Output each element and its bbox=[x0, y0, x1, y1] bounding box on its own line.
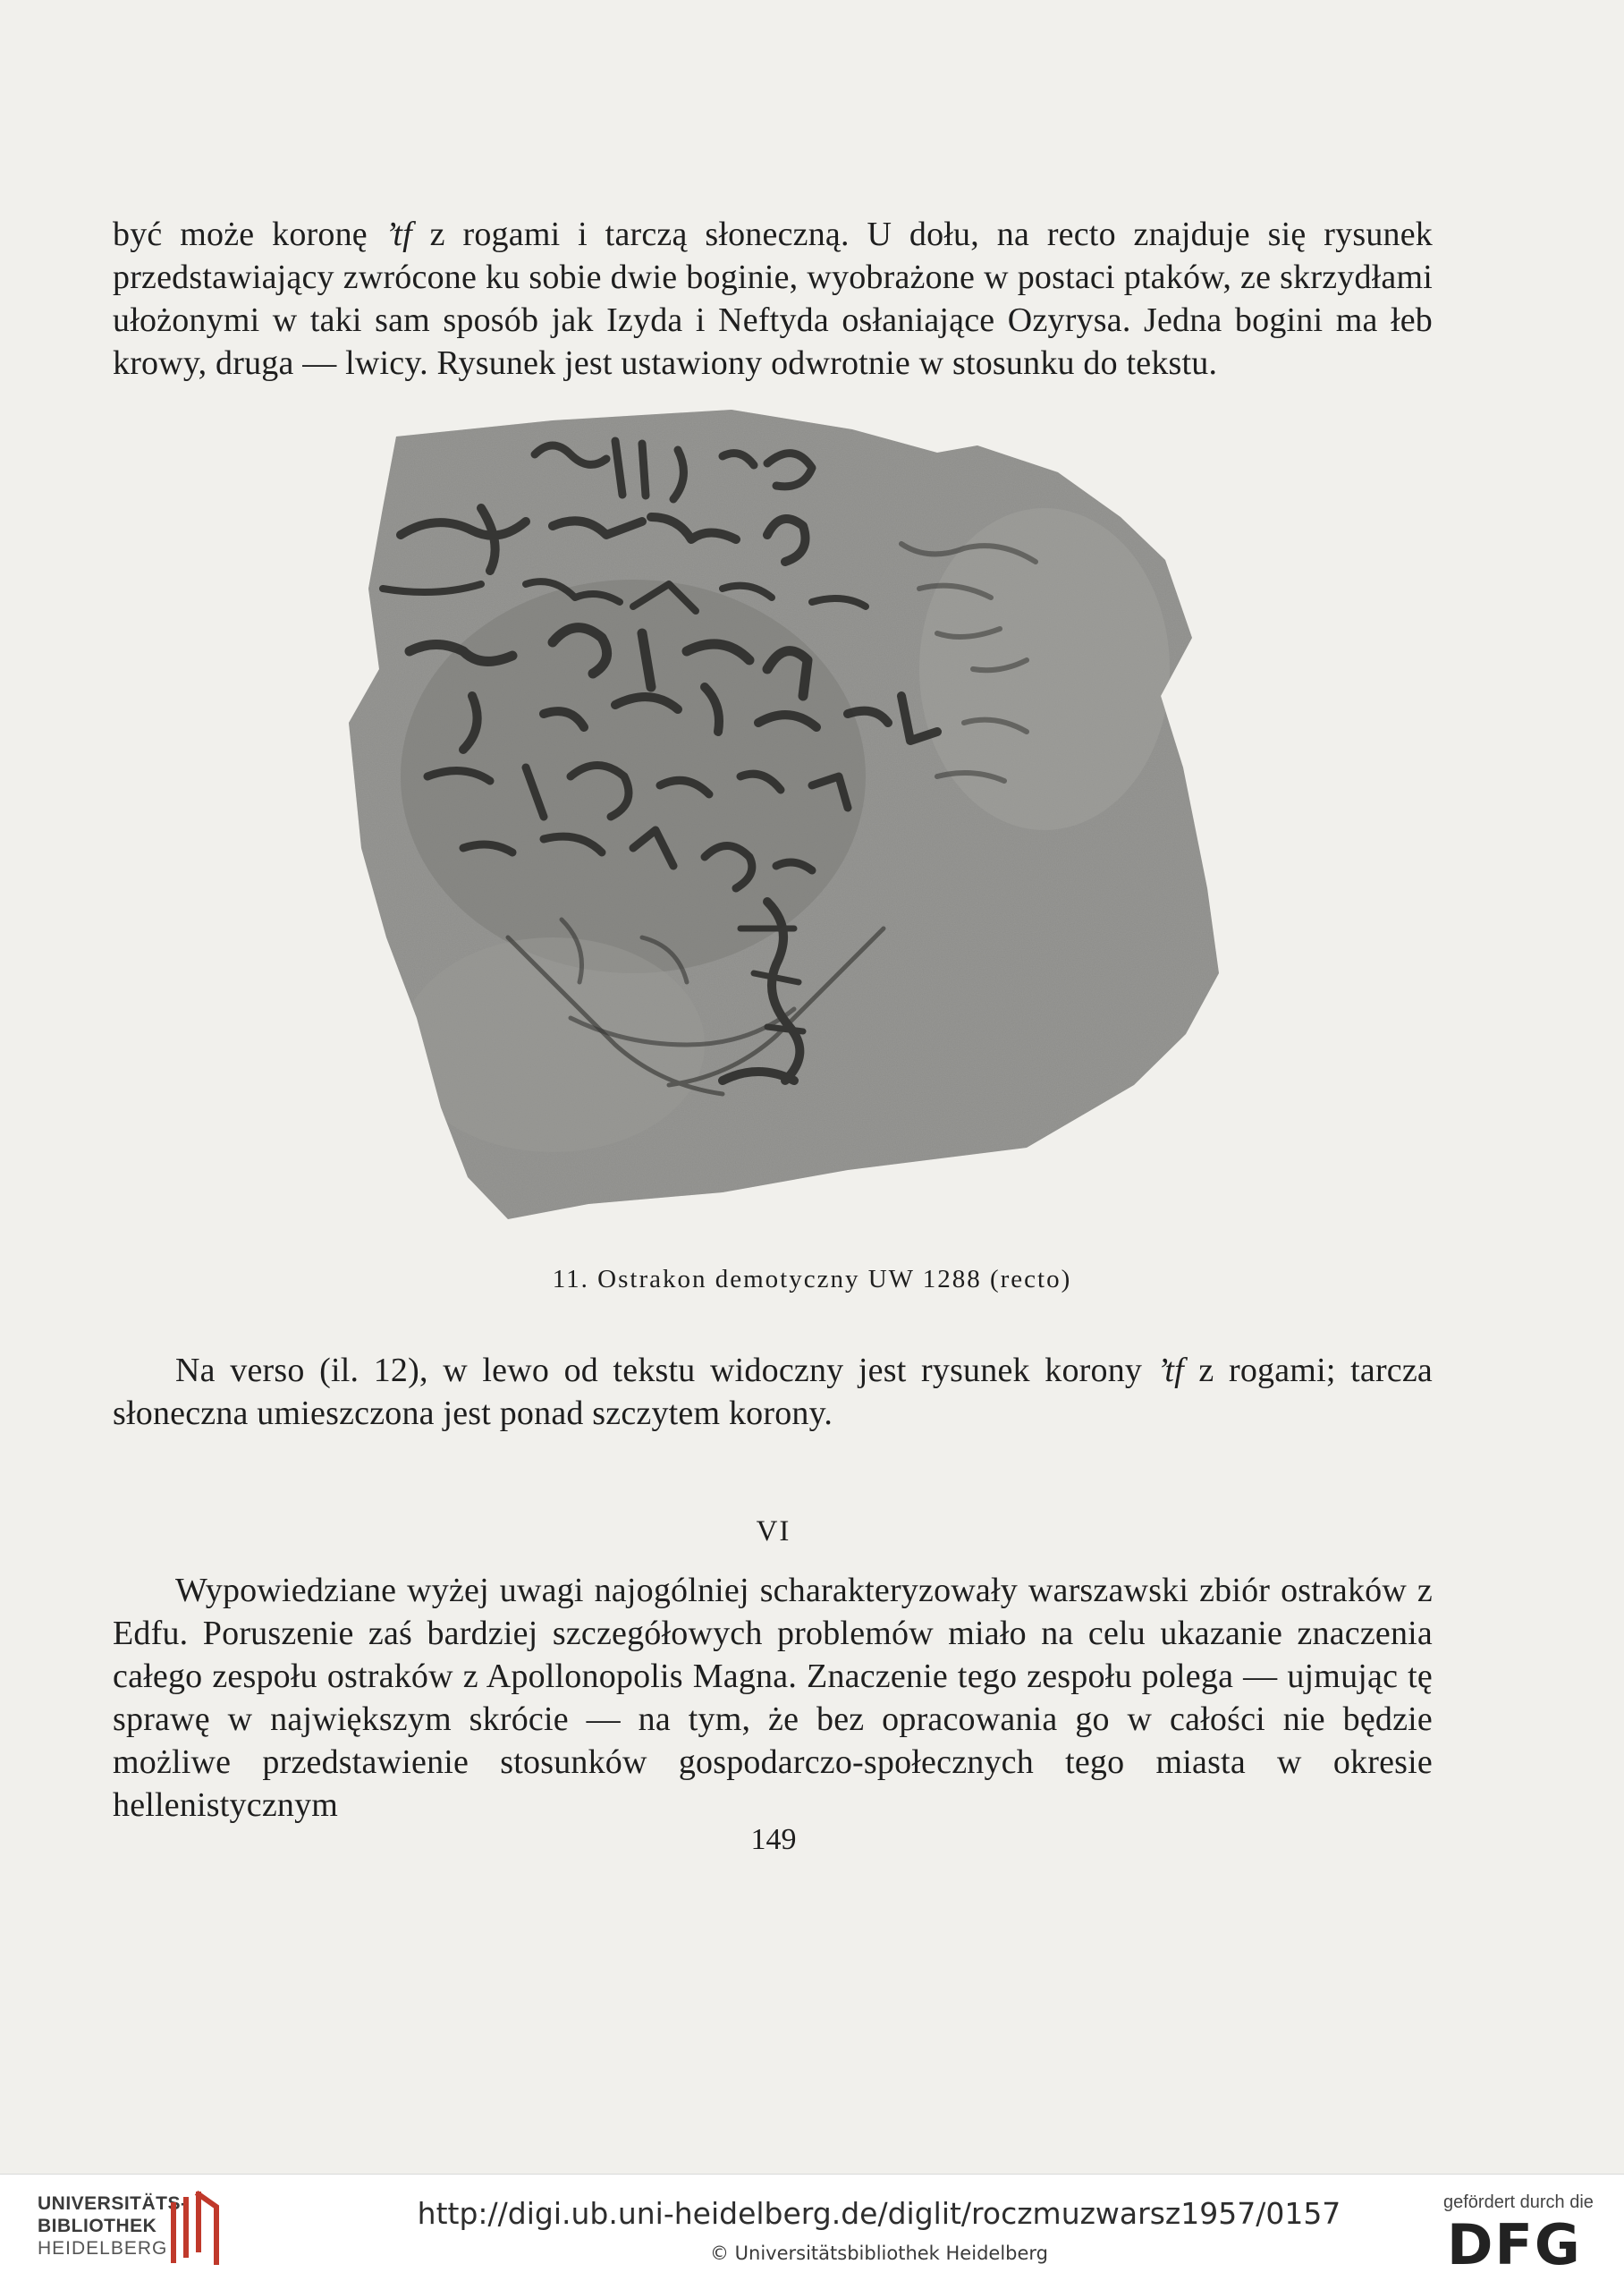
paragraph-verso-part-a: Na verso (il. 12), w lewo od tekstu widoczny jest rysunek korony bbox=[175, 1352, 1157, 1389]
library-name-line3: HEIDELBERG bbox=[38, 2238, 168, 2259]
library-name-line1: UNIVERSITÄTS- bbox=[38, 2193, 188, 2214]
copyright-notice: © Universitätsbibliothek Heidelberg bbox=[709, 2243, 1048, 2264]
funding-label: gefördert durch die bbox=[1443, 2192, 1594, 2212]
figure-caption: 11. Ostrakon demotyczny UW 1288 (recto) bbox=[552, 1265, 1072, 1293]
ostrakon-image bbox=[347, 401, 1232, 1224]
dfg-logo[interactable]: DFG bbox=[1447, 2212, 1582, 2277]
paragraph-intro-italic-term: ’tf bbox=[385, 216, 412, 253]
paragraph-verso bbox=[113, 1349, 1433, 1435]
paragraph-verso-italic-term: ’tf bbox=[1156, 1352, 1184, 1389]
section-heading: VI bbox=[756, 1515, 791, 1548]
paragraph-intro-part-a: być może koronę bbox=[113, 216, 385, 253]
viewer-footer bbox=[0, 2174, 1624, 2281]
paragraph-summary bbox=[113, 1569, 1433, 1827]
page-number: 149 bbox=[750, 1823, 797, 1856]
permalink-url[interactable]: http://digi.ub.uni-heidelberg.de/diglit/roczmuzwarsz1957/0157 bbox=[417, 2196, 1341, 2231]
library-name-line2: BIBLIOTHEK bbox=[38, 2216, 157, 2236]
paragraph-intro bbox=[113, 213, 1433, 385]
paragraph-intro-part-b: z rogami i tarczą słoneczną. U dołu, na recto znajduje się rysunek przedstawiający zwrócone ku sobie dwie boginie, wyobrażone w postaci ptaków, ze skrzydłami ułożonymi w taki sam sposób jak Izyda i Neftyda osłaniające Ozyrysa. Jedna bogini ma łeb krowy, druga — lwicy. Rysunek jest ustawiony odwrotnie w stosunku do tekstu. bbox=[113, 216, 1433, 382]
paragraph-verso-part-b: z rogami; tarcza słoneczna umieszczona jest ponad szczytem korony. bbox=[113, 1352, 1433, 1432]
ostrakon-photo bbox=[347, 401, 1232, 1224]
paragraph-summary-text: Wypowiedziane wyżej uwagi najogólniej scharakteryzowały warszawski zbiór ostraków z Edfu. Poruszenie zaś bardziej szczegółowych problemów miało na celu ukazanie znaczenia całego zespołu ostraków z Apollonopolis Magna. Znaczenie tego zespołu polega — ujmując tę sprawę w największym skrócie — na tym, że bez opracowania go w całości nie będzie możliwe przedstawienie stosunków gospodarczo-społecznych tego miasta w okresie hellenistycznym bbox=[113, 1572, 1433, 1824]
